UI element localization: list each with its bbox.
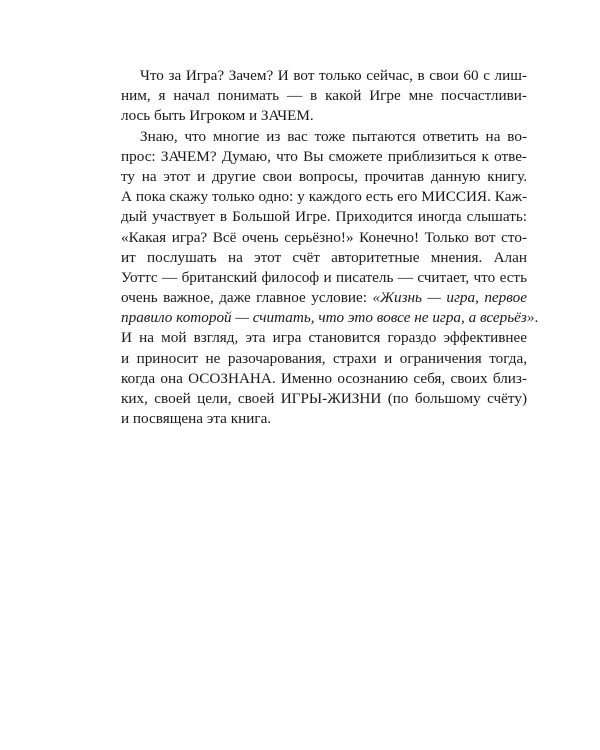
text-line: Уоттс — британский философ и писатель — считает, что есть (121, 268, 527, 286)
text-line: дый участвует в Большой Игре. Приходится иногда слышать: (121, 208, 527, 226)
text-line: ним, я начал понимать — в какой Игре мне посчастливи- (121, 87, 527, 105)
text-run: очень важное, даже главное условие: (121, 289, 373, 307)
paragraph-2 (121, 127, 539, 430)
quote-italic: правило которой — считать, что это вовсе не игра, а всерьёз» (121, 309, 535, 327)
text-line: и приносит не разочарования, страхи и ограничения тогда, (121, 349, 527, 367)
quote-italic: «Жизнь — игра, первое (372, 289, 527, 307)
text-line: и посвящена эта книга. (121, 410, 272, 428)
text-line: Что за Игра? Зачем? И вот только сейчас, в свои 60 с лиш- (140, 67, 527, 84)
text-line: ит послушать на этот счёт авторитетные мнения. Алан (121, 248, 527, 266)
text-line (121, 308, 539, 328)
text-line (121, 288, 527, 308)
text-line: «Какая игра? Всё очень серьёзно!» Конечно! Только вот сто- (121, 228, 527, 246)
text-line: И на мой взгляд, эта игра становится гораздо эффективнее (121, 329, 527, 347)
text-line: когда она ОСОЗНАНА. Именно осознанию себя, своих близ- (121, 369, 527, 387)
text-line: прос: ЗАЧЕМ? Думаю, что Вы сможете приблизиться к отве- (121, 147, 527, 165)
text-run: . (534, 309, 539, 327)
text-line: ту на этот и другие свои вопросы, прочитав данную книгу. (121, 167, 527, 185)
text-line: лось быть Игроком и ЗАЧЕМ. (121, 107, 314, 125)
text-line: Знаю, что многие из вас тоже пытаются ответить на во- (140, 127, 527, 145)
body-text (121, 66, 539, 429)
paragraph-1 (121, 66, 527, 127)
text-line: ких, своей цели, своей ИГРЫ-ЖИЗНИ (по большому счёту) (121, 390, 527, 407)
text-line: А пока скажу только одно: у каждого есть его МИССИЯ. Каж- (121, 188, 527, 206)
